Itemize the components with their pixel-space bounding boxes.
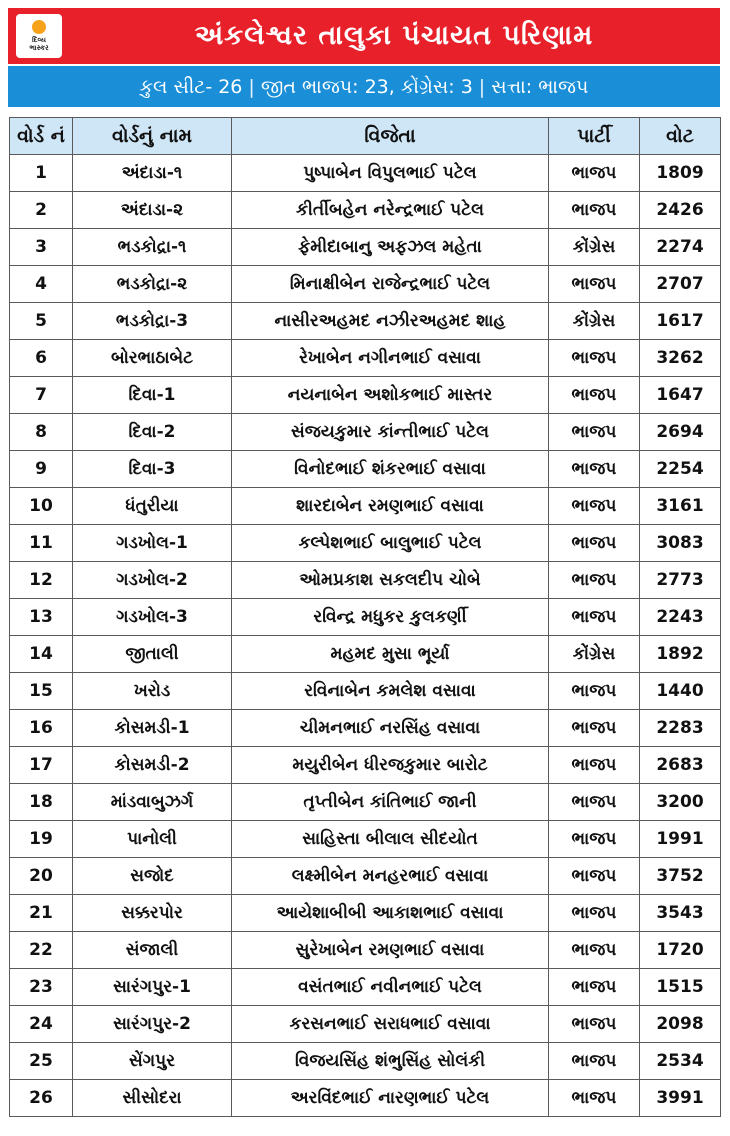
votes-cell: 1991 bbox=[640, 821, 721, 858]
votes-cell: 2098 bbox=[640, 1006, 721, 1043]
table-row bbox=[10, 599, 721, 636]
divya-bhaskar-logo bbox=[16, 14, 62, 58]
party-cell: ભાજપ bbox=[549, 673, 640, 710]
winner-cell: કલ્પેશભાઈ બાલુભાઈ પટેલ bbox=[232, 525, 549, 562]
ward-name-cell: કોસમડી-1 bbox=[73, 710, 232, 747]
divider: | bbox=[478, 75, 486, 98]
ward-name-cell: ગડખોલ-2 bbox=[73, 562, 232, 599]
table-row bbox=[10, 192, 721, 229]
ward-no-cell: 15 bbox=[10, 673, 73, 710]
table-row bbox=[10, 1080, 721, 1117]
summary-bar bbox=[8, 66, 720, 107]
votes-cell: 2534 bbox=[640, 1043, 721, 1080]
win-count: જીત ભાજપ: 23, કોંગ્રેસ: 3 bbox=[260, 75, 473, 98]
party-cell: ભાજપ bbox=[549, 821, 640, 858]
winner-cell: અરવિંદભાઈ નારણભાઈ પટેલ bbox=[232, 1080, 549, 1117]
table-header-row bbox=[10, 118, 721, 155]
party-cell: ભાજપ bbox=[549, 414, 640, 451]
table-row bbox=[10, 1006, 721, 1043]
header-winner: વિજેતા bbox=[232, 118, 549, 155]
table-row bbox=[10, 710, 721, 747]
ward-name-cell: દિવા-2 bbox=[73, 414, 232, 451]
winner-cell: સંજયકુમાર કાંન્તીભાઈ પટેલ bbox=[232, 414, 549, 451]
winner-cell: સુરેખાબેન રમણભાઈ વસાવા bbox=[232, 932, 549, 969]
votes-cell: 3752 bbox=[640, 858, 721, 895]
party-cell: કોંગ્રેસ bbox=[549, 303, 640, 340]
total-seats: કુલ સીટ- 26 bbox=[139, 75, 243, 98]
winner-cell: વિનોદભાઈ શંકરભાઈ વસાવા bbox=[232, 451, 549, 488]
party-cell: ભાજપ bbox=[549, 1080, 640, 1117]
results-table bbox=[9, 117, 721, 1117]
ward-no-cell: 11 bbox=[10, 525, 73, 562]
ward-no-cell: 14 bbox=[10, 636, 73, 673]
ward-name-cell: બોરભાઠાબેટ bbox=[73, 340, 232, 377]
table-row bbox=[10, 636, 721, 673]
winner-cell: શારદાબેન રમણભાઈ વસાવા bbox=[232, 488, 549, 525]
winner-cell: રેખાબેન નગીનભાઈ વસાવા bbox=[232, 340, 549, 377]
table-row bbox=[10, 932, 721, 969]
table-row bbox=[10, 895, 721, 932]
party-cell: ભાજપ bbox=[549, 858, 640, 895]
party-cell: ભાજપ bbox=[549, 1043, 640, 1080]
votes-cell: 1440 bbox=[640, 673, 721, 710]
ward-no-cell: 3 bbox=[10, 229, 73, 266]
logo-text-line2: ભાસ્કર bbox=[29, 44, 49, 52]
winner-cell: વિજયસિંહ શંભુસિંહ સોલંકી bbox=[232, 1043, 549, 1080]
party-cell: કોંગ્રેસ bbox=[549, 229, 640, 266]
ward-name-cell: સક્કરપોર bbox=[73, 895, 232, 932]
party-cell: કોંગ્રેસ bbox=[549, 636, 640, 673]
table-row bbox=[10, 525, 721, 562]
votes-cell: 1809 bbox=[640, 155, 721, 192]
table-row bbox=[10, 562, 721, 599]
table-row bbox=[10, 303, 721, 340]
winner-cell: રવિન્દ્ર મધુકર કુલકર્ણી bbox=[232, 599, 549, 636]
party-cell: ભાજપ bbox=[549, 1006, 640, 1043]
votes-cell: 1647 bbox=[640, 377, 721, 414]
ward-name-cell: ખરોડ bbox=[73, 673, 232, 710]
party-cell: ભાજપ bbox=[549, 192, 640, 229]
votes-cell: 2426 bbox=[640, 192, 721, 229]
winner-cell: ચીમનભાઈ નરસિંહ વસાવા bbox=[232, 710, 549, 747]
votes-cell: 3161 bbox=[640, 488, 721, 525]
ward-no-cell: 19 bbox=[10, 821, 73, 858]
ward-no-cell: 20 bbox=[10, 858, 73, 895]
ward-name-cell: સારંગપુર-1 bbox=[73, 969, 232, 1006]
ward-no-cell: 8 bbox=[10, 414, 73, 451]
table-row bbox=[10, 155, 721, 192]
table-row bbox=[10, 229, 721, 266]
ward-no-cell: 16 bbox=[10, 710, 73, 747]
ward-no-cell: 22 bbox=[10, 932, 73, 969]
divider: | bbox=[248, 75, 255, 98]
votes-cell: 2694 bbox=[640, 414, 721, 451]
ward-name-cell: ધંતુરીયા bbox=[73, 488, 232, 525]
ward-name-cell: ભડકોદ્રા-૧ bbox=[73, 229, 232, 266]
header-banner bbox=[8, 8, 720, 64]
ward-name-cell: ભડકોદ્રા-૨ bbox=[73, 266, 232, 303]
header-votes: વોટ bbox=[640, 118, 721, 155]
header-party: પાર્ટી bbox=[549, 118, 640, 155]
party-cell: ભાજપ bbox=[549, 525, 640, 562]
ward-name-cell: સારંગપુર-2 bbox=[73, 1006, 232, 1043]
ward-no-cell: 17 bbox=[10, 747, 73, 784]
party-cell: ભાજપ bbox=[549, 451, 640, 488]
votes-cell: 2773 bbox=[640, 562, 721, 599]
table-row bbox=[10, 969, 721, 1006]
party-cell: ભાજપ bbox=[549, 340, 640, 377]
ward-name-cell: સજોદ bbox=[73, 858, 232, 895]
votes-cell: 3262 bbox=[640, 340, 721, 377]
table-row bbox=[10, 340, 721, 377]
ward-name-cell: સીસોદરા bbox=[73, 1080, 232, 1117]
party-cell: ભાજપ bbox=[549, 488, 640, 525]
ward-name-cell: દિવા-3 bbox=[73, 451, 232, 488]
ward-name-cell: સેંગપુર bbox=[73, 1043, 232, 1080]
ward-name-cell: જીતાલી bbox=[73, 636, 232, 673]
votes-cell: 2254 bbox=[640, 451, 721, 488]
winner-cell: મયુરીબેન ધીરજકુમાર બારોટ bbox=[232, 747, 549, 784]
party-cell: ભાજપ bbox=[549, 599, 640, 636]
party-cell: ભાજપ bbox=[549, 895, 640, 932]
ward-name-cell: માંડવાબુઝર્ગ bbox=[73, 784, 232, 821]
ward-name-cell: ગડખોલ-3 bbox=[73, 599, 232, 636]
votes-cell: 1617 bbox=[640, 303, 721, 340]
winner-cell: આયેશાબીબી આકાશભાઈ વસાવા bbox=[232, 895, 549, 932]
ward-name-cell: પાનોલી bbox=[73, 821, 232, 858]
table-row bbox=[10, 821, 721, 858]
votes-cell: 1515 bbox=[640, 969, 721, 1006]
party-cell: ભાજપ bbox=[549, 562, 640, 599]
votes-cell: 2243 bbox=[640, 599, 721, 636]
ward-no-cell: 21 bbox=[10, 895, 73, 932]
party-cell: ભાજપ bbox=[549, 710, 640, 747]
table-row bbox=[10, 377, 721, 414]
winner-cell: ઓમપ્રકાશ સકલદીપ ચોબે bbox=[232, 562, 549, 599]
party-cell: ભાજપ bbox=[549, 747, 640, 784]
ruling-party: સત્તા: ભાજપ bbox=[491, 75, 589, 98]
winner-cell: ફેમીદાબાનુ અફઝલ મહેતા bbox=[232, 229, 549, 266]
winner-cell: મિનાક્ષીબેન રાજેન્દ્રભાઈ પટેલ bbox=[232, 266, 549, 303]
ward-no-cell: 6 bbox=[10, 340, 73, 377]
party-cell: ભાજપ bbox=[549, 266, 640, 303]
table-row bbox=[10, 784, 721, 821]
ward-no-cell: 26 bbox=[10, 1080, 73, 1117]
header-ward-name: વોર્ડનું નામ bbox=[73, 118, 232, 155]
ward-no-cell: 9 bbox=[10, 451, 73, 488]
table-row bbox=[10, 1043, 721, 1080]
page-title: અંકલેશ્વર તાલુકા પંચાયત પરિણામ bbox=[194, 20, 594, 51]
winner-cell: સાહિસ્તા બીલાલ સીદયોત bbox=[232, 821, 549, 858]
ward-no-cell: 5 bbox=[10, 303, 73, 340]
votes-cell: 2274 bbox=[640, 229, 721, 266]
party-cell: ભાજપ bbox=[549, 155, 640, 192]
ward-no-cell: 10 bbox=[10, 488, 73, 525]
winner-cell: કીર્તીબહેન નરેન્દ્રભાઈ પટેલ bbox=[232, 192, 549, 229]
ward-name-cell: દિવા-1 bbox=[73, 377, 232, 414]
table-row bbox=[10, 858, 721, 895]
ward-no-cell: 18 bbox=[10, 784, 73, 821]
table-row bbox=[10, 673, 721, 710]
votes-cell: 3543 bbox=[640, 895, 721, 932]
party-cell: ભાજપ bbox=[549, 969, 640, 1006]
winner-cell: મહમદ મુસા ભૂર્યા bbox=[232, 636, 549, 673]
votes-cell: 2683 bbox=[640, 747, 721, 784]
logo-text-line1: દિવ્ય bbox=[32, 36, 46, 44]
header-ward-no: વોર્ડ નં bbox=[10, 118, 73, 155]
ward-no-cell: 13 bbox=[10, 599, 73, 636]
votes-cell: 1720 bbox=[640, 932, 721, 969]
table-row bbox=[10, 414, 721, 451]
ward-no-cell: 2 bbox=[10, 192, 73, 229]
table-row bbox=[10, 747, 721, 784]
winner-cell: પુષ્પાબેન વિપુલભાઈ પટેલ bbox=[232, 155, 549, 192]
ward-name-cell: કોસમડી-2 bbox=[73, 747, 232, 784]
ward-name-cell: અંદાડા-૨ bbox=[73, 192, 232, 229]
party-cell: ભાજપ bbox=[549, 784, 640, 821]
ward-no-cell: 23 bbox=[10, 969, 73, 1006]
votes-cell: 2707 bbox=[640, 266, 721, 303]
table-row bbox=[10, 451, 721, 488]
party-cell: ભાજપ bbox=[549, 377, 640, 414]
table-row bbox=[10, 488, 721, 525]
ward-no-cell: 1 bbox=[10, 155, 73, 192]
winner-cell: લક્ષ્મીબેન મનહરભાઈ વસાવા bbox=[232, 858, 549, 895]
ward-name-cell: સંજાલી bbox=[73, 932, 232, 969]
votes-cell: 2283 bbox=[640, 710, 721, 747]
winner-cell: તૃપ્તીબેન કાંતિભાઈ જાની bbox=[232, 784, 549, 821]
table-row bbox=[10, 266, 721, 303]
winner-cell: રવિનાબેન કમલેશ વસાવા bbox=[232, 673, 549, 710]
ward-no-cell: 25 bbox=[10, 1043, 73, 1080]
ward-no-cell: 7 bbox=[10, 377, 73, 414]
ward-name-cell: અંદાડા-૧ bbox=[73, 155, 232, 192]
winner-cell: કરસનભાઈ સરાધભાઈ વસાવા bbox=[232, 1006, 549, 1043]
ward-name-cell: ગડખોલ-1 bbox=[73, 525, 232, 562]
ward-no-cell: 4 bbox=[10, 266, 73, 303]
votes-cell: 3991 bbox=[640, 1080, 721, 1117]
ward-no-cell: 12 bbox=[10, 562, 73, 599]
votes-cell: 3083 bbox=[640, 525, 721, 562]
ward-no-cell: 24 bbox=[10, 1006, 73, 1043]
ward-name-cell: ભડકોદ્રા-3 bbox=[73, 303, 232, 340]
sun-icon bbox=[32, 20, 46, 34]
votes-cell: 3200 bbox=[640, 784, 721, 821]
winner-cell: નયનાબેન અશોકભાઈ માસ્તર bbox=[232, 377, 549, 414]
winner-cell: નાસીરઅહમદ નઝીરઅહમદ શાહ bbox=[232, 303, 549, 340]
votes-cell: 1892 bbox=[640, 636, 721, 673]
party-cell: ભાજપ bbox=[549, 932, 640, 969]
winner-cell: વસંતભાઈ નવીનભાઈ પટેલ bbox=[232, 969, 549, 1006]
